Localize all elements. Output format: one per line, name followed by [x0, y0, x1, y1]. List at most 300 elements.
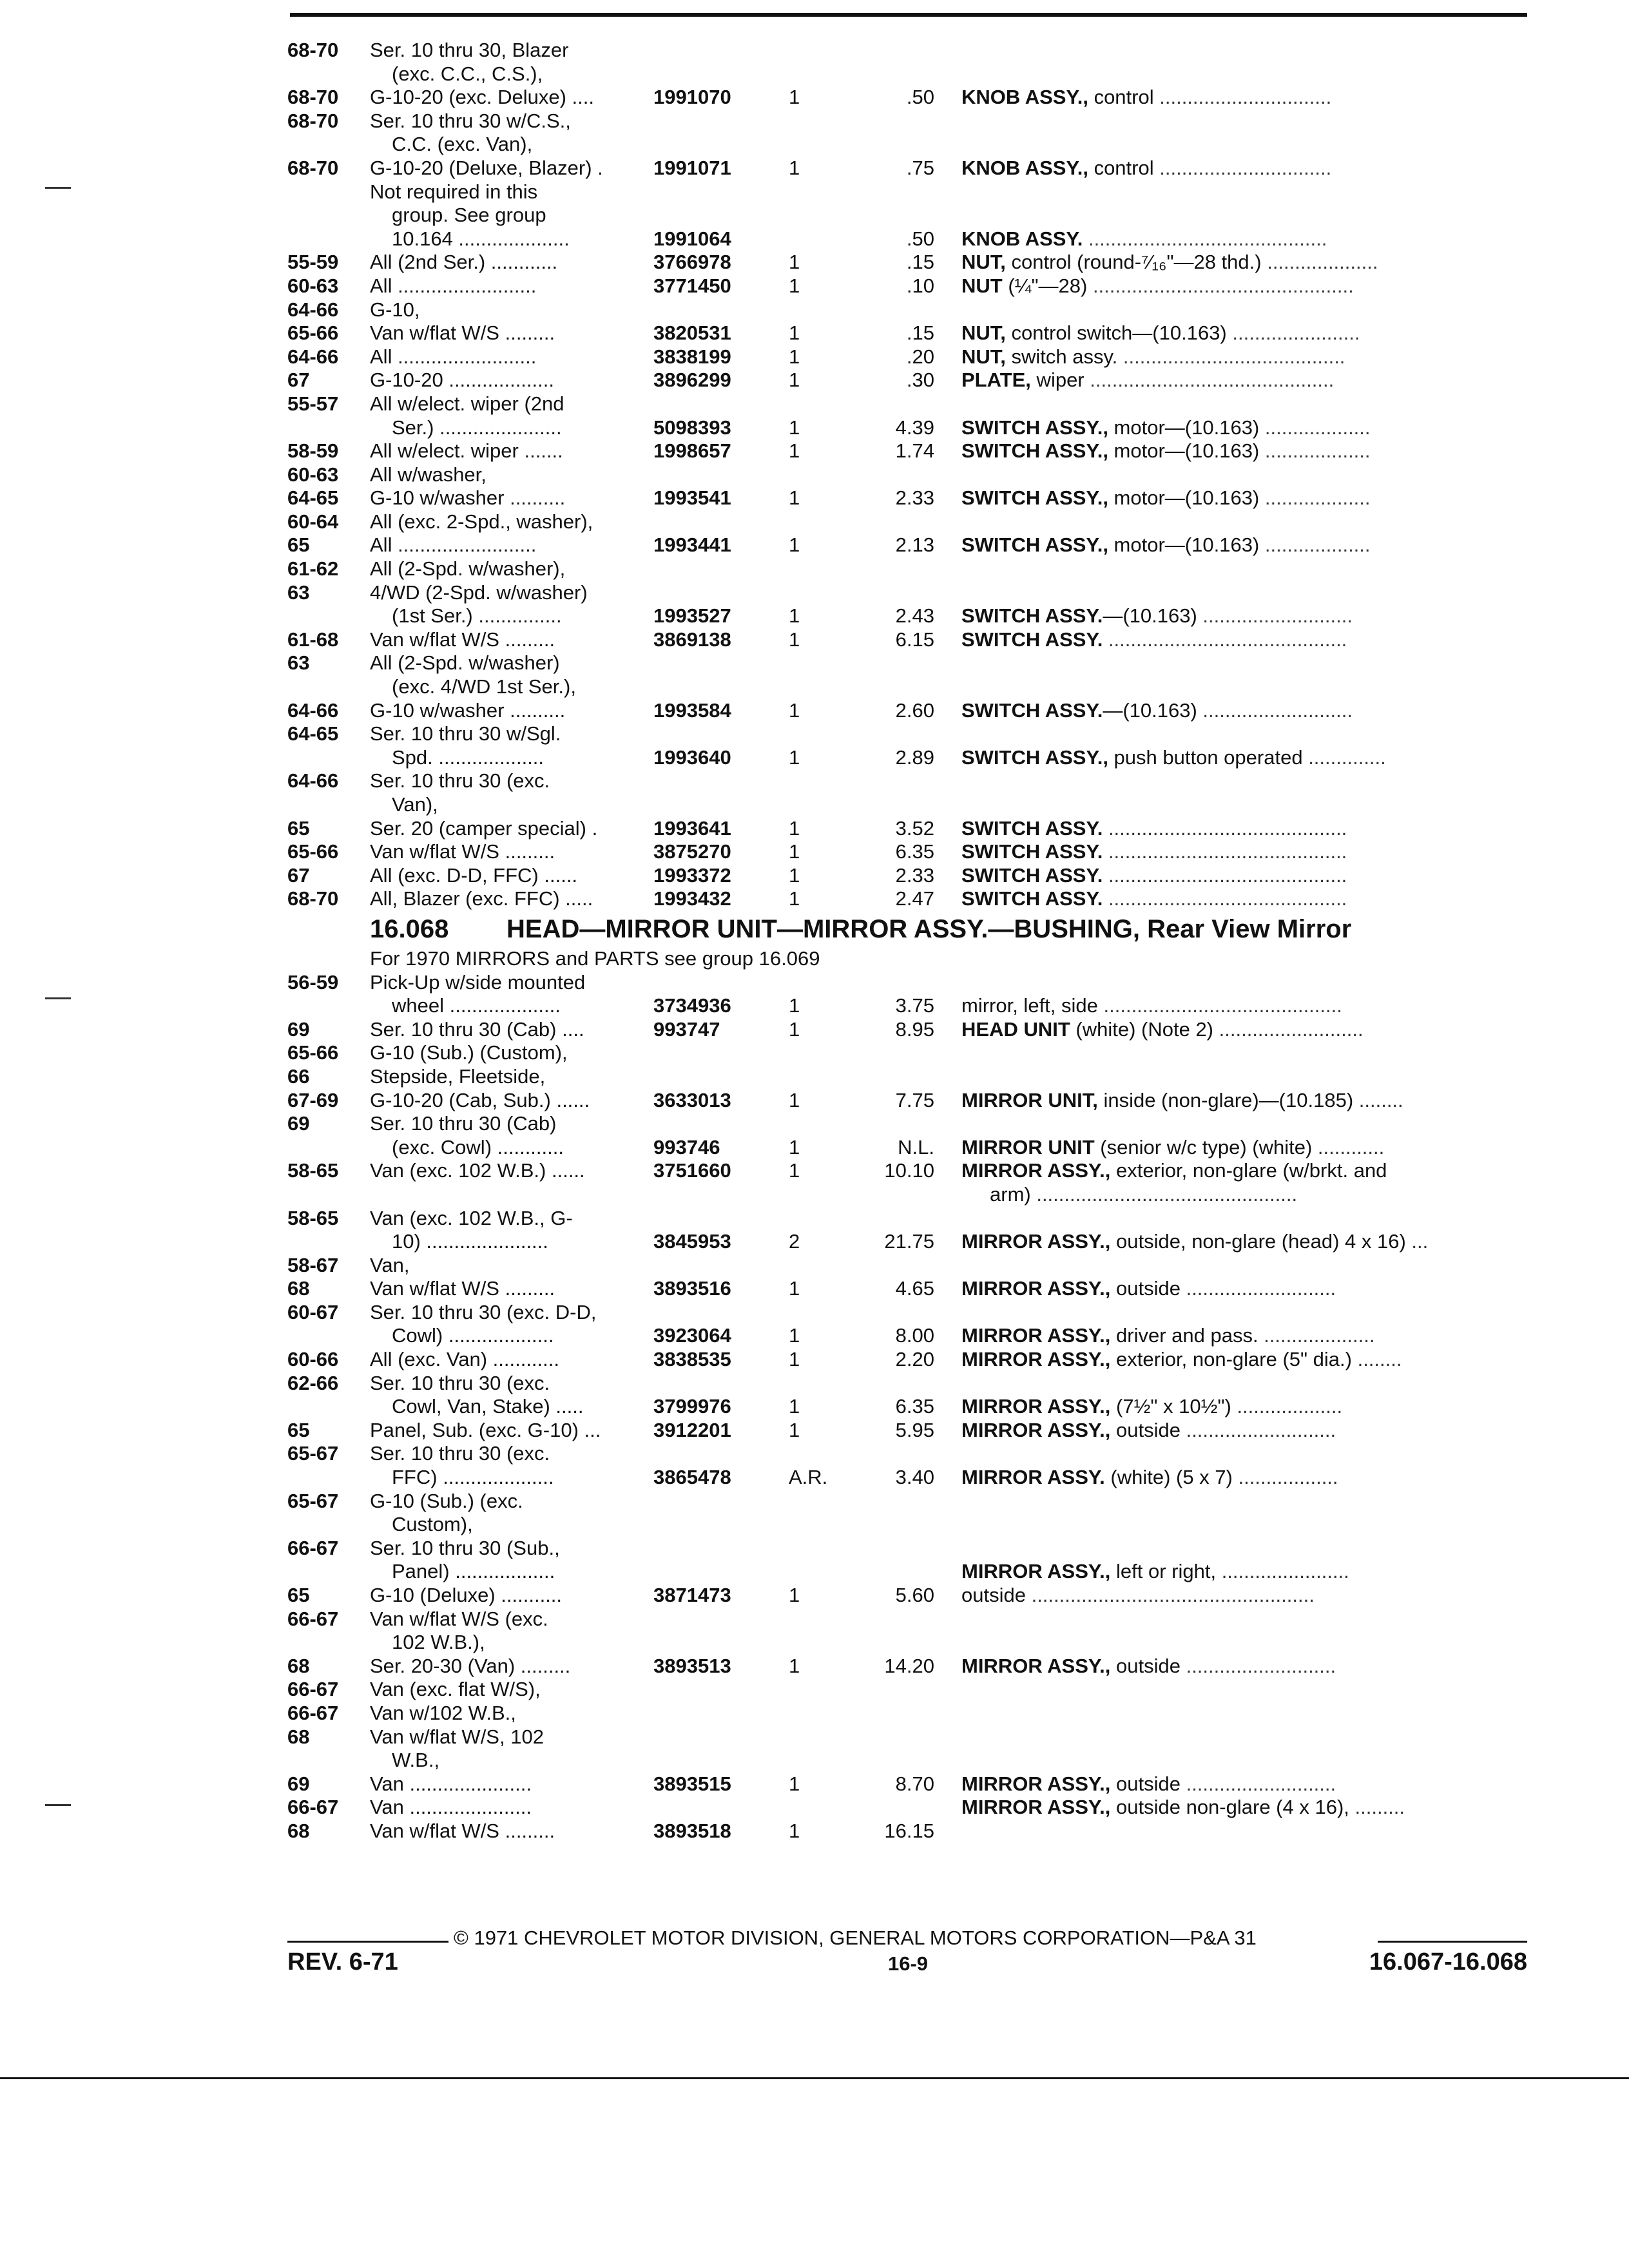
- description: [961, 86, 1527, 110]
- application: (exc. C.C., C.S.),: [392, 62, 543, 85]
- part-row: [287, 651, 1527, 675]
- part-number: 3799976: [653, 1395, 731, 1418]
- description-name: MIRROR ASSY.,: [961, 1418, 1111, 1441]
- application: Ser. 10 thru 30 (exc. D-D,: [370, 1300, 597, 1323]
- quantity: 1: [789, 840, 800, 863]
- price: .15: [906, 322, 934, 345]
- application: All, Blazer (exc. FFC) .....: [370, 887, 593, 910]
- description: [961, 369, 1527, 392]
- application: (1st Ser.) ...............: [392, 604, 562, 628]
- application: All (exc. Van) ............: [370, 1348, 560, 1371]
- model-years: 60-63: [287, 274, 339, 297]
- description: [961, 322, 1527, 345]
- model-years: 65-67: [287, 1442, 339, 1465]
- description-name: SWITCH ASSY.,: [961, 533, 1108, 557]
- description: [961, 1159, 1527, 1183]
- application: Van w/flat W/S, 102: [370, 1725, 544, 1748]
- part-number: 1993527: [653, 604, 731, 628]
- dot-leader: ..............: [1302, 745, 1386, 769]
- description-detail: (¼"—28): [1002, 274, 1088, 297]
- part-row: [287, 1159, 1527, 1183]
- quantity: 1: [789, 274, 800, 297]
- part-number: 1993641: [653, 816, 731, 840]
- application: Spd. ...................: [392, 745, 545, 769]
- description-detail: switch assy.: [1005, 345, 1118, 368]
- price: 8.70: [895, 1772, 934, 1795]
- quantity: 1: [789, 486, 800, 510]
- dot-leader: ...........................................: [1103, 628, 1347, 651]
- application: Van (exc. 102 W.B.) ......: [370, 1159, 585, 1182]
- price: .75: [906, 156, 934, 179]
- dot-leader: ...........................: [1197, 698, 1353, 722]
- description-name: SWITCH ASSY.,: [961, 745, 1108, 769]
- application: All (2-Spd. w/washer): [370, 651, 560, 675]
- description: [961, 1560, 1527, 1584]
- model-years: 65: [287, 533, 310, 557]
- part-row: [287, 746, 1527, 770]
- application: G-10 w/washer ..........: [370, 486, 566, 510]
- part-number: 3912201: [653, 1418, 731, 1441]
- application: Ser. 10 thru 30 w/C.S.,: [370, 109, 571, 132]
- part-number: 1993640: [653, 745, 731, 769]
- quantity: 1: [789, 1395, 800, 1418]
- application: G-10-20 (Deluxe, Blazer) .: [370, 156, 603, 179]
- price: 5.60: [895, 1584, 934, 1606]
- part-number: 3871473: [653, 1584, 731, 1606]
- application: G-10-20 (Cab, Sub.) ......: [370, 1088, 590, 1111]
- part-row: [287, 1678, 1527, 1702]
- application: 4/WD (2-Spd. w/washer): [370, 581, 588, 604]
- dot-leader: ....................: [1258, 1324, 1375, 1347]
- margin-mark: [45, 997, 71, 999]
- model-years: 68-70: [287, 86, 339, 109]
- part-row: [287, 1442, 1527, 1466]
- description-name: SWITCH ASSY.,: [961, 439, 1108, 463]
- application: group. See group: [392, 204, 546, 227]
- description-name: NUT: [961, 274, 1003, 297]
- model-years: 61-68: [287, 628, 339, 651]
- part-number: 3893513: [653, 1654, 731, 1677]
- part-row: [287, 133, 1527, 157]
- application: Ser. 20 (camper special) .: [370, 816, 598, 840]
- description-detail: driver and pass.: [1110, 1324, 1258, 1347]
- part-row: [287, 204, 1527, 227]
- part-row: [287, 1230, 1527, 1254]
- description-name: KNOB ASSY.,: [961, 156, 1088, 179]
- model-years: 65-67: [287, 1489, 339, 1512]
- dot-leader: ...........................: [1180, 1772, 1336, 1795]
- dot-leader: ...........................................: [1097, 994, 1342, 1017]
- model-years: 65-66: [287, 322, 339, 345]
- application: Cowl, Van, Stake) .....: [392, 1395, 584, 1418]
- description-detail: mirror, left, side: [961, 994, 1098, 1017]
- quantity: 1: [789, 863, 800, 887]
- description-name: MIRROR ASSY.: [961, 1466, 1105, 1489]
- part-row: [287, 1372, 1527, 1396]
- part-number: 3896299: [653, 369, 731, 392]
- application: Custom),: [392, 1513, 473, 1536]
- model-years: 65: [287, 1584, 310, 1606]
- dot-leader: ............: [1312, 1135, 1385, 1158]
- model-years: 68: [287, 1819, 310, 1842]
- description: [961, 1466, 1527, 1490]
- part-row: [287, 1065, 1527, 1089]
- part-row: [287, 227, 1527, 251]
- description-detail: exterior, non-glare (w/brkt. and: [1110, 1159, 1387, 1182]
- model-years: 60-67: [287, 1300, 339, 1323]
- part-row: [287, 1301, 1527, 1325]
- application: All (exc. D-D, FFC) ......: [370, 863, 578, 887]
- application: All w/elect. wiper .......: [370, 439, 563, 463]
- description: [961, 157, 1527, 180]
- quantity: 1: [789, 604, 800, 628]
- quantity: 1: [789, 369, 800, 392]
- part-row: [287, 1749, 1527, 1773]
- price: 2.47: [895, 887, 934, 910]
- price: 2.13: [895, 533, 934, 557]
- price: 3.40: [895, 1466, 934, 1489]
- part-number: 3838535: [653, 1348, 731, 1371]
- description-detail: motor—(10.163): [1108, 416, 1260, 439]
- price: N.L.: [898, 1135, 934, 1158]
- part-row: [287, 1773, 1527, 1796]
- part-row: [287, 39, 1527, 62]
- description: [961, 628, 1527, 652]
- part-row: [287, 1112, 1527, 1136]
- description: [961, 416, 1527, 440]
- dot-leader: ..........................: [1213, 1017, 1364, 1041]
- part-row: [287, 62, 1527, 86]
- quantity: 1: [789, 439, 800, 463]
- model-years: 64-65: [287, 722, 339, 745]
- model-years: 64-66: [287, 769, 339, 793]
- application: Van w/flat W/S .........: [370, 1277, 555, 1300]
- application: 102 W.B.),: [392, 1631, 485, 1654]
- price: .15: [906, 251, 934, 274]
- description-name: SWITCH ASSY.: [961, 887, 1103, 910]
- quantity: 1: [789, 887, 800, 910]
- dot-leader: .......................: [1226, 322, 1360, 345]
- part-row: [287, 1490, 1527, 1514]
- model-years: 64-66: [287, 298, 339, 321]
- model-years: 65: [287, 1418, 310, 1441]
- price: 6.15: [895, 628, 934, 651]
- application: All w/elect. wiper (2nd: [370, 392, 564, 415]
- description: [961, 1796, 1527, 1820]
- quantity: 1: [789, 416, 800, 439]
- model-years: 66-67: [287, 1796, 339, 1819]
- margin-mark: [45, 187, 71, 189]
- part-row: [287, 1560, 1527, 1584]
- model-years: 68: [287, 1654, 310, 1677]
- model-years: 58-67: [287, 1253, 339, 1276]
- description-detail: outside: [1110, 1772, 1181, 1795]
- dot-leader: ...................................................: [1025, 1584, 1315, 1606]
- part-row: [287, 1348, 1527, 1372]
- description: [961, 1584, 1527, 1608]
- price: 6.35: [895, 1395, 934, 1418]
- description-detail: motor—(10.163): [1108, 486, 1260, 510]
- description-name: HEAD UNIT: [961, 1017, 1070, 1041]
- model-years: 55-59: [287, 251, 339, 274]
- application: Van w/flat W/S .........: [370, 1819, 555, 1842]
- dot-leader: ...........................................: [1083, 227, 1327, 250]
- application: Panel, Sub. (exc. G-10) ...: [370, 1418, 601, 1441]
- application: Van,: [370, 1253, 410, 1276]
- description: [961, 1773, 1527, 1796]
- dot-leader: ........: [1351, 1348, 1402, 1371]
- description-name: SWITCH ASSY.: [961, 816, 1103, 840]
- application: All w/washer,: [370, 463, 487, 486]
- part-row: [287, 994, 1527, 1018]
- dot-leader: ...............................: [1153, 86, 1332, 109]
- page-number: 16-9: [888, 1952, 929, 1975]
- quantity: 1: [789, 745, 800, 769]
- part-row: [287, 251, 1527, 274]
- description: [961, 227, 1527, 251]
- application: Van w/flat W/S .........: [370, 840, 555, 863]
- description: [961, 486, 1527, 510]
- model-years: 67: [287, 863, 310, 887]
- part-row: [287, 864, 1527, 888]
- description-name: MIRROR UNIT,: [961, 1088, 1098, 1111]
- dot-leader: ...........................................: [1103, 816, 1347, 840]
- application: Ser. 10 thru 30 w/Sgl.: [370, 722, 561, 745]
- part-row: [287, 1820, 1527, 1843]
- model-years: 62-66: [287, 1371, 339, 1394]
- price: 3.75: [895, 994, 934, 1017]
- application: Ser. 10 thru 30 (Cab): [370, 1112, 557, 1135]
- description: [990, 1183, 1527, 1207]
- description-name: KNOB ASSY.,: [961, 86, 1088, 109]
- dot-leader: ........................................: [1117, 345, 1345, 368]
- part-row: [287, 1089, 1527, 1113]
- description: [961, 840, 1527, 864]
- part-number: 1993441: [653, 533, 731, 557]
- quantity: 1: [789, 1017, 800, 1041]
- price: 2.33: [895, 486, 934, 510]
- bottom-rule: [0, 2077, 1629, 2079]
- quantity: 1: [789, 322, 800, 345]
- application: 10.164 ....................: [392, 227, 570, 250]
- part-row: [287, 1513, 1527, 1537]
- part-row: [287, 86, 1527, 110]
- dot-leader: ...................: [1259, 439, 1371, 463]
- price: 4.65: [895, 1277, 934, 1300]
- price: 14.20: [884, 1654, 934, 1677]
- model-years: 56-59: [287, 970, 339, 994]
- part-row: [287, 1324, 1527, 1348]
- description: [961, 439, 1527, 463]
- application: Van ......................: [370, 1796, 532, 1819]
- description-detail: wiper: [1030, 369, 1084, 392]
- part-row: [287, 971, 1527, 995]
- dot-leader: ...........................................: [1103, 840, 1347, 863]
- part-number: 3838199: [653, 345, 731, 368]
- price: .50: [906, 227, 934, 250]
- description: [961, 746, 1527, 770]
- quantity: 1: [789, 1135, 800, 1158]
- description-name: SWITCH ASSY.: [961, 863, 1103, 887]
- description-name: SWITCH ASSY.: [961, 604, 1103, 628]
- description-detail: left or right,: [1110, 1560, 1217, 1583]
- price: 3.52: [895, 816, 934, 840]
- description-detail: exterior, non-glare (5" dia.): [1110, 1348, 1352, 1371]
- quantity: 1: [789, 1324, 800, 1347]
- part-number: 1998657: [653, 439, 731, 463]
- application: G-10,: [370, 298, 420, 321]
- part-row: [287, 581, 1527, 605]
- price: 2.43: [895, 604, 934, 628]
- part-number: 1993584: [653, 698, 731, 722]
- model-years: 67-69: [287, 1088, 339, 1111]
- application: Van w/102 W.B.,: [370, 1701, 516, 1724]
- application: Van w/flat W/S .........: [370, 628, 555, 651]
- model-years: 66-67: [287, 1678, 339, 1701]
- description-detail: outside, non-glare (head) 4 x 16): [1110, 1230, 1406, 1253]
- description: [961, 1419, 1527, 1443]
- application: G-10 (Sub.) (Custom),: [370, 1041, 568, 1064]
- application: Ser. 10 thru 30 (exc.: [370, 769, 550, 793]
- part-row: [287, 369, 1527, 392]
- part-row: [287, 1041, 1527, 1065]
- footer-rule-right: [1378, 1941, 1527, 1943]
- application: Ser. 10 thru 30 (Cab) ....: [370, 1017, 584, 1041]
- model-years: 60-63: [287, 463, 339, 486]
- description-detail: inside (non-glare)—(10.185): [1097, 1088, 1354, 1111]
- parts-table: [287, 39, 1527, 1843]
- application: All .........................: [370, 345, 537, 368]
- part-number: 3766978: [653, 251, 731, 274]
- part-number: 3893515: [653, 1772, 731, 1795]
- part-number: 3734936: [653, 994, 731, 1017]
- part-row: [287, 793, 1527, 817]
- application: Ser.) ......................: [392, 416, 562, 439]
- description-name: SWITCH ASSY.: [961, 628, 1103, 651]
- part-row: [287, 510, 1527, 534]
- model-years: 68-70: [287, 887, 339, 910]
- dot-leader: ...................: [1259, 416, 1371, 439]
- part-number: 3820531: [653, 322, 731, 345]
- part-row: [287, 416, 1527, 440]
- quantity: A.R.: [789, 1466, 828, 1489]
- model-years: 69: [287, 1017, 310, 1041]
- description: [961, 994, 1527, 1018]
- group-heading: [287, 911, 1527, 947]
- model-years: 67: [287, 369, 310, 392]
- part-row: [287, 604, 1527, 628]
- margin-mark: [45, 1804, 71, 1806]
- application: Ser. 20-30 (Van) .........: [370, 1654, 571, 1677]
- model-years: 58-59: [287, 439, 339, 463]
- part-row: [287, 463, 1527, 487]
- description-name: MIRROR ASSY.,: [961, 1772, 1111, 1795]
- dot-leader: ........: [1353, 1088, 1403, 1111]
- part-row: [287, 345, 1527, 369]
- group-range: 16.067-16.068: [1369, 1948, 1527, 1975]
- quantity: 1: [789, 156, 800, 179]
- part-row: [287, 1207, 1527, 1231]
- dot-leader: ...................: [1259, 486, 1371, 510]
- part-row: [287, 392, 1527, 416]
- description-detail: control (round-⁷⁄₁₆"—28 thd.): [1005, 251, 1262, 274]
- model-years: 60-66: [287, 1348, 339, 1371]
- description: [961, 864, 1527, 888]
- part-row: [287, 1466, 1527, 1490]
- description-name: SWITCH ASSY.: [961, 698, 1103, 722]
- description-name: NUT,: [961, 322, 1006, 345]
- model-years: 63: [287, 651, 310, 675]
- quantity: 1: [789, 1819, 800, 1842]
- price: .50: [906, 86, 934, 109]
- group-title: HEAD—MIRROR UNIT—MIRROR ASSY.—BUSHING, Rear View Mirror: [506, 914, 1352, 943]
- price: 10.10: [884, 1159, 934, 1182]
- description: [961, 1324, 1527, 1348]
- part-number: 3751660: [653, 1159, 731, 1182]
- group-number: 16.068: [370, 914, 449, 943]
- application: Pick-Up w/side mounted: [370, 970, 586, 994]
- part-row: [287, 322, 1527, 345]
- description: [961, 1136, 1527, 1160]
- description-name: KNOB ASSY.: [961, 227, 1083, 250]
- quantity: 1: [789, 1418, 800, 1441]
- application: 10) ......................: [392, 1230, 548, 1253]
- dot-leader: ...........................: [1180, 1277, 1336, 1300]
- model-years: 68-70: [287, 156, 339, 179]
- model-years: 58-65: [287, 1206, 339, 1229]
- part-row: [287, 1419, 1527, 1443]
- part-row: [287, 628, 1527, 652]
- description-detail: arm): [990, 1182, 1031, 1206]
- quantity: 1: [789, 86, 800, 109]
- revision-label: REV. 6-71: [287, 1948, 398, 1975]
- dot-leader: .......................: [1216, 1560, 1349, 1583]
- model-years: 65-66: [287, 1041, 339, 1064]
- model-years: 63: [287, 581, 310, 604]
- part-number: 1993432: [653, 887, 731, 910]
- model-years: 66-67: [287, 1701, 339, 1724]
- application: W.B.,: [392, 1749, 440, 1772]
- description: [961, 1018, 1527, 1042]
- dot-leader: ...............................: [1153, 156, 1332, 179]
- application: Van),: [392, 793, 438, 816]
- dot-leader: ...................: [1259, 533, 1371, 557]
- part-row: [287, 1277, 1527, 1301]
- part-row: [287, 1655, 1527, 1678]
- part-number: 5098393: [653, 416, 731, 439]
- price: 2.20: [895, 1348, 934, 1371]
- description-detail: (senior w/c type) (white): [1094, 1135, 1313, 1158]
- model-years: 68: [287, 1725, 310, 1748]
- application: (exc. Cowl) ............: [392, 1135, 564, 1158]
- model-years: 66-67: [287, 1536, 339, 1559]
- quantity: 1: [789, 1159, 800, 1182]
- application: G-10-20 ...................: [370, 369, 554, 392]
- price: 7.75: [895, 1088, 934, 1111]
- price: 1.74: [895, 439, 934, 463]
- price: .10: [906, 274, 934, 297]
- part-number: 3893516: [653, 1277, 731, 1300]
- part-row: [287, 1725, 1527, 1749]
- price: 21.75: [884, 1230, 934, 1253]
- part-number: 1993541: [653, 486, 731, 510]
- description-detail: motor—(10.163): [1108, 533, 1260, 557]
- part-number: 3893518: [653, 1819, 731, 1842]
- part-number: 3771450: [653, 274, 731, 297]
- quantity: 1: [789, 1277, 800, 1300]
- part-number: 3845953: [653, 1230, 731, 1253]
- description-name: MIRROR ASSY.,: [961, 1277, 1111, 1300]
